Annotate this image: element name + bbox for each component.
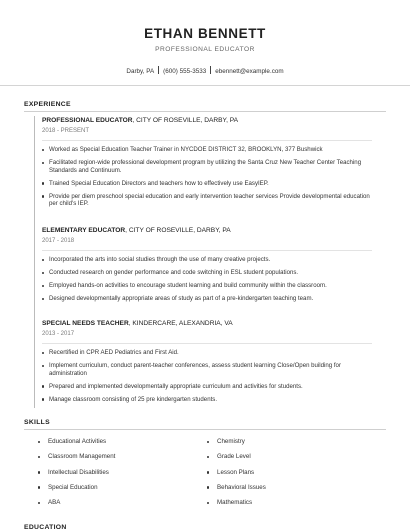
skill-item: ABA xyxy=(38,499,115,514)
job-bullets xyxy=(42,256,372,303)
job-dates: 2013 - 2017 xyxy=(42,331,75,337)
skills-list-left xyxy=(38,438,115,514)
skills-list-right xyxy=(207,438,266,514)
job-title xyxy=(42,227,372,234)
job-employer: , CITY OF ROSEVILLE, DARBY, PA xyxy=(125,227,231,234)
contact-email[interactable]: ebennett@example.com xyxy=(215,68,284,75)
contact-divider xyxy=(158,66,159,74)
job-dates: 2018 - PRESENT xyxy=(42,128,90,134)
candidate-name: ETHAN BENNETT xyxy=(144,26,266,41)
skill-item: Educational Activities xyxy=(38,438,115,453)
experience-timeline-line xyxy=(34,116,35,408)
job-bullet: Prepared and implemented developmentally appropriate curriculum and activities for students. xyxy=(42,383,372,391)
job-bullets xyxy=(42,349,372,403)
job-entry xyxy=(42,227,372,308)
contact-divider xyxy=(210,66,211,74)
job-bullet: Conducted research on gender performance and code switching in ESL student populations. xyxy=(42,269,372,277)
skill-item: Behavioral Issues xyxy=(207,484,266,499)
job-role: PROFESSIONAL EDUCATOR xyxy=(42,117,133,124)
contact-line xyxy=(0,66,410,75)
skill-item: Special Education xyxy=(38,484,115,499)
job-bullet: Facilitated region-wide professional development program by utilizing the Santa Cruz New Teacher Center Teaching Standards and Continuum. xyxy=(42,159,372,174)
experience-divider xyxy=(24,111,386,112)
job-role: SPECIAL NEEDS TEACHER xyxy=(42,320,129,327)
contact-phone: (600) 555-3533 xyxy=(163,68,207,75)
job-bullets xyxy=(42,146,372,208)
skill-item: Classroom Management xyxy=(38,453,115,468)
job-bullet: Employed hands-on activities to encourage student learning and build community within the classroom. xyxy=(42,282,372,290)
contact-location: Darby, PA xyxy=(126,68,155,75)
skill-item: Lesson Plans xyxy=(207,469,266,484)
job-bullet: Provide per diem preschool special education and early intervention teacher services Provide developmental education per child's IEP. xyxy=(42,193,372,208)
job-entry xyxy=(42,117,372,213)
job-title xyxy=(42,117,372,124)
job-bullet: Designed developmentally appropriate areas of study as part of a pre-kindergarten teaching team. xyxy=(42,295,372,303)
job-bullet: Manage classroom consisting of 25 pre kindergarten students. xyxy=(42,396,372,404)
job-entry xyxy=(42,320,372,409)
skill-item: Chemistry xyxy=(207,438,266,453)
job-bullet: Worked as Special Education Teacher Trainer in NYCDOE DISTRICT 32, BROOKLYN, 377 Bushwick xyxy=(42,146,372,154)
job-employer: , KINDERCARE, ALEXANDRIA, VA xyxy=(128,320,233,327)
skill-item: Grade Level xyxy=(207,453,266,468)
skills-heading: SKILLS xyxy=(24,419,50,426)
candidate-title: PROFESSIONAL EDUCATOR xyxy=(155,46,255,53)
job-divider xyxy=(42,343,372,344)
job-bullet: Trained Special Education Directors and teachers how to effectively use EasyIEP. xyxy=(42,180,372,188)
job-role: ELEMENTARY EDUCATOR xyxy=(42,227,126,234)
experience-heading: EXPERIENCE xyxy=(24,101,71,108)
job-bullet: Recertified in CPR AED Pediatrics and First Aid. xyxy=(42,349,372,357)
header-divider xyxy=(0,85,410,86)
job-divider xyxy=(42,250,372,251)
job-employer: , CITY OF ROSEVILLE, DARBY, PA xyxy=(132,117,239,124)
job-title xyxy=(42,320,372,327)
skill-item: Mathematics xyxy=(207,499,266,514)
job-dates: 2017 - 2018 xyxy=(42,238,75,244)
skill-item: Intellectual Disabilities xyxy=(38,469,115,484)
resume-header xyxy=(0,0,410,75)
skills-divider xyxy=(24,429,386,430)
job-bullet: Implement curriculum, conduct parent-teacher conferences, assess student learning Close/Open building for administration xyxy=(42,362,372,377)
education-heading: EDUCATION xyxy=(24,524,67,530)
job-divider xyxy=(42,140,372,141)
job-bullet: Incorporated the arts into social studies through the use of many creative projects. xyxy=(42,256,372,264)
